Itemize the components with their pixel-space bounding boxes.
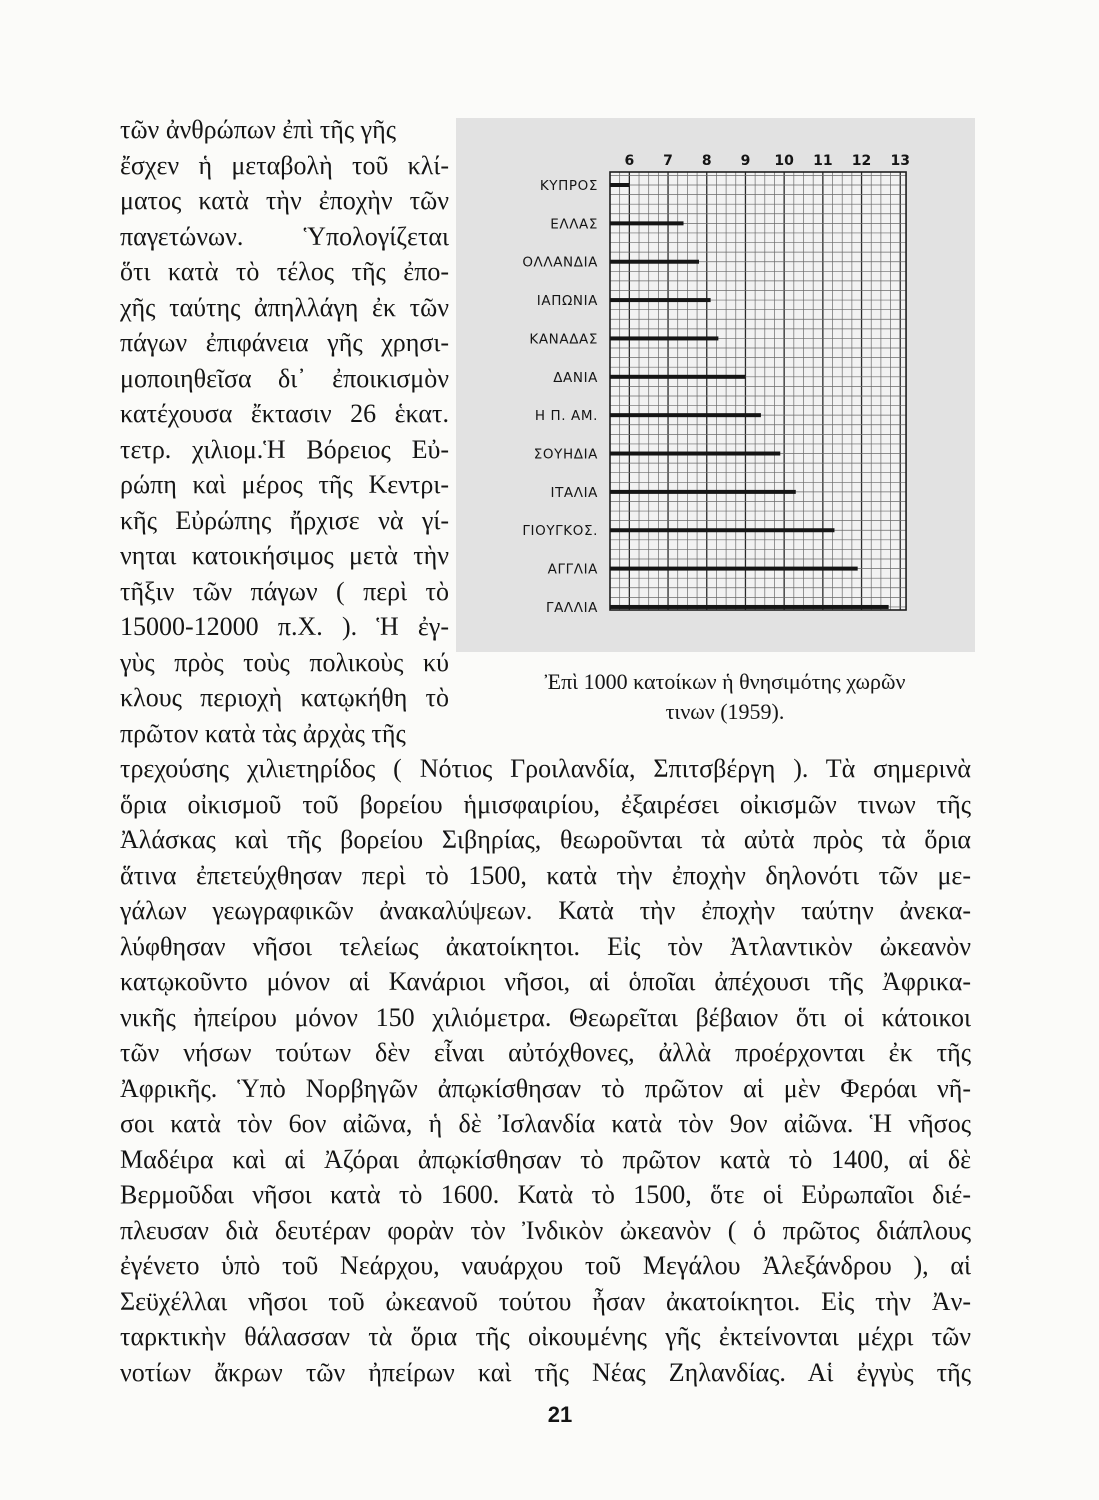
x-tick-label: 12 (851, 153, 872, 169)
death-rate-bar-2 (610, 221, 684, 225)
category-label: ΙΤΑΛΙΑ (550, 484, 598, 501)
text-line: πρῶτον κατὰ τὰς ἀρχὰς τῆς (120, 718, 406, 748)
text-line: τῆξιν τῶν πάγων ( περὶ τὸ (120, 576, 449, 606)
text-line: ὅτι κατὰ τὸ τέλος τῆς ἐπο- (120, 257, 449, 286)
death-rate-bar-12 (610, 605, 889, 609)
caption-line: Ἐπὶ 1000 κατοίκων ἡ θνησιμότης χωρῶν (544, 669, 906, 694)
x-tick-label: 9 (740, 153, 751, 169)
figure-caption (475, 667, 975, 727)
category-label: ΚΑΝΑΔΑΣ (529, 331, 598, 348)
text-line: λύφθησαν νῆσοι τελείως ἀκατοίκητοι. Εἰς τὸν Ἀτλαντικὸν ὠκεανὸν (120, 931, 971, 961)
category-label: ΙΑΠΩΝΙΑ (536, 293, 598, 310)
death-rate-bar-1 (610, 183, 629, 187)
death-rate-bar-7 (610, 413, 761, 417)
death-rate-bar-10 (610, 528, 834, 532)
text-line: Ἀλάσκας καὶ τῆς βορείου Σιβηρίας, θεωροῦνται τὰ αὐτὰ πρὸς τὰ ὅρια (120, 825, 971, 854)
text-line: ρώπη καὶ μέρος τῆς Κεντρι- (120, 470, 449, 499)
text-line: ματος κατὰ τὴν ἐποχὴν τῶν (120, 186, 449, 215)
death-rate-chart-figure (456, 118, 975, 652)
text-line: νοτίων ἄκρων τῶν ἠπείρων καὶ τῆς Νέας Ζηλανδίας. Αἱ ἐγγὺς τῆς (120, 1357, 971, 1387)
text-line: κατῳκοῦντο μόνον αἱ Κανάριοι νῆσοι, αἱ ὁποῖαι ἀπέχουσι τῆς Ἀφρικα- (120, 967, 971, 996)
death-rate-bar-8 (610, 452, 780, 456)
text-line: Ἀφρικῆς. Ὑπὸ Νορβηγῶν ἀπῳκίσθησαν τὸ πρῶτον αἱ μὲν Φερόαι νῆ- (120, 1073, 971, 1103)
page-number: 21 (547, 1402, 573, 1427)
death-rate-bar-6 (610, 375, 745, 379)
caption-line: τινων (1959). (665, 699, 785, 724)
x-tick-label: 7 (663, 153, 673, 169)
text-line: ταρκτικὴν θάλασσαν τὰ ὅρια τῆς οἰκουμένης γῆς ἐκτείνονται μέχρι τῶν (120, 1322, 971, 1351)
category-label: ΕΛΛΑΣ (550, 216, 598, 233)
text-line: τετρ. χιλιομ.Ἡ Βόρειος Εὐ- (120, 434, 449, 464)
text-line: ἔσχεν ἡ μεταβολὴ τοῦ κλί- (120, 150, 449, 180)
text-line: χῆς ταύτης ἀπηλλάγη ἐκ τῶν (120, 292, 449, 322)
text-line: πλευσαν διὰ δευτέραν φορὰν τὸν Ἰνδικὸν ὠκεανὸν ( ὁ πρῶτος διάπλους (120, 1215, 971, 1245)
full-width-text (120, 751, 972, 1390)
text-line: γὺς πρὸς τοὺς πολικοὺς κύ (120, 647, 449, 677)
death-rate-bar-3 (610, 260, 699, 264)
text-line: Σεϋχέλλαι νῆσοι τοῦ ὠκεανοῦ τούτου ἦσαν ἀκατοίκητοι. Εἰς τὴν Ἀν- (120, 1286, 971, 1316)
text-line: μοποιηθεῖσα δι᾽ ἐποικισμὸν (120, 363, 449, 393)
text-line: τρεχούσης χιλιετηρίδος ( Νότιος Γροιλανδία, Σπιτσβέργη ). Τὰ σημερινὰ (120, 754, 971, 783)
text-line: παγετώνων. Ὑπολογίζεται (120, 221, 449, 251)
death-rate-bar-5 (610, 336, 718, 340)
x-tick-label: 6 (624, 153, 635, 169)
text-line: ἅτινα ἐπετεύχθησαν περὶ τὸ 1500, κατὰ τὴν ἐποχὴν δηλονότι τῶν με- (120, 860, 971, 890)
category-label: ΣΟΥΗΔΙΑ (533, 446, 598, 463)
text-line: κῆς Εὐρώπης ἤρχισε νὰ γί- (120, 505, 449, 535)
left-column-text (120, 112, 450, 751)
category-label: ΑΓΓΛΙΑ (547, 561, 598, 578)
text-line: Μαδέιρα καὶ αἱ Ἀζόραι ἀπῳκίσθησαν τὸ πρῶτον κατὰ τὸ 1400, αἱ δὲ (120, 1144, 971, 1174)
category-label: ΟΛΛΑΝΔΙΑ (522, 254, 598, 271)
text-line: ἐγένετο ὑπὸ τοῦ Νεάρχου, ναυάρχου τοῦ Μεγάλου Ἀλεξάνδρου ), αἱ (120, 1251, 971, 1280)
death-rate-bar-9 (610, 490, 796, 494)
category-label: ΚΥΠΡΟΣ (539, 178, 598, 194)
category-label: Η Π. ΑΜ. (534, 408, 598, 425)
text-line: γάλων γεωγραφικῶν ἀνακαλύψεων. Κατὰ τὴν ἐποχὴν ταύτην ἀνεκα- (120, 896, 971, 925)
text-line: νηται κατοικήσιμος μετὰ τὴν (120, 541, 449, 570)
text-line: τῶν νήσων τούτων δὲν εἶναι αὐτόχθονες, ἀλλὰ προέρχονται ἐκ τῆς (120, 1038, 971, 1067)
category-label: ΓΙΟΥΓΚΟΣ. (522, 523, 598, 540)
x-tick-label: 11 (813, 153, 833, 169)
x-tick-label: 13 (890, 153, 910, 169)
text-line: νικῆς ἠπείρου μόνον 150 χιλιόμετρα. Θεωρεῖται βέβαιον ὅτι οἱ κάτοικοι (120, 1002, 971, 1032)
text-line: κλους περιοχὴ κατῳκήθη τὸ (120, 683, 449, 712)
text-line: 15000-12000 π.Χ. ). Ἡ ἐγ- (120, 612, 449, 641)
text-line: ὅρια οἰκισμοῦ τοῦ βορείου ἡμισφαιρίου, ἐξαιρέσει οἰκισμῶν τινων τῆς (120, 789, 971, 819)
text-line: κατέχουσα ἔκτασιν 26 ἑκατ. (120, 399, 449, 428)
x-tick-label: 8 (701, 153, 712, 169)
death-rate-bar-11 (610, 567, 858, 571)
text-line: Βερμοῦδαι νῆσοι κατὰ τὸ 1600. Κατὰ τὸ 1500, ὅτε οἱ Εὐρωπαῖοι διέ- (120, 1180, 971, 1209)
text-line: πάγων ἐπιφάνεια γῆς χρησι- (120, 328, 449, 357)
text-line: σοι κατὰ τὸν 6ον αἰῶνα, ἡ δὲ Ἰσλανδία κατὰ τὸν 9ον αἰῶνα. Ἡ νῆσος (120, 1109, 971, 1138)
category-label: ΔΑΝΙΑ (553, 369, 598, 386)
death-rate-chart (456, 118, 975, 652)
x-tick-label: 10 (774, 153, 794, 169)
death-rate-bar-4 (610, 298, 711, 302)
category-label: ΓΑΛΛΙΑ (545, 599, 598, 616)
text-line: τῶν ἀνθρώπων ἐπὶ τῆς γῆς (120, 115, 396, 144)
